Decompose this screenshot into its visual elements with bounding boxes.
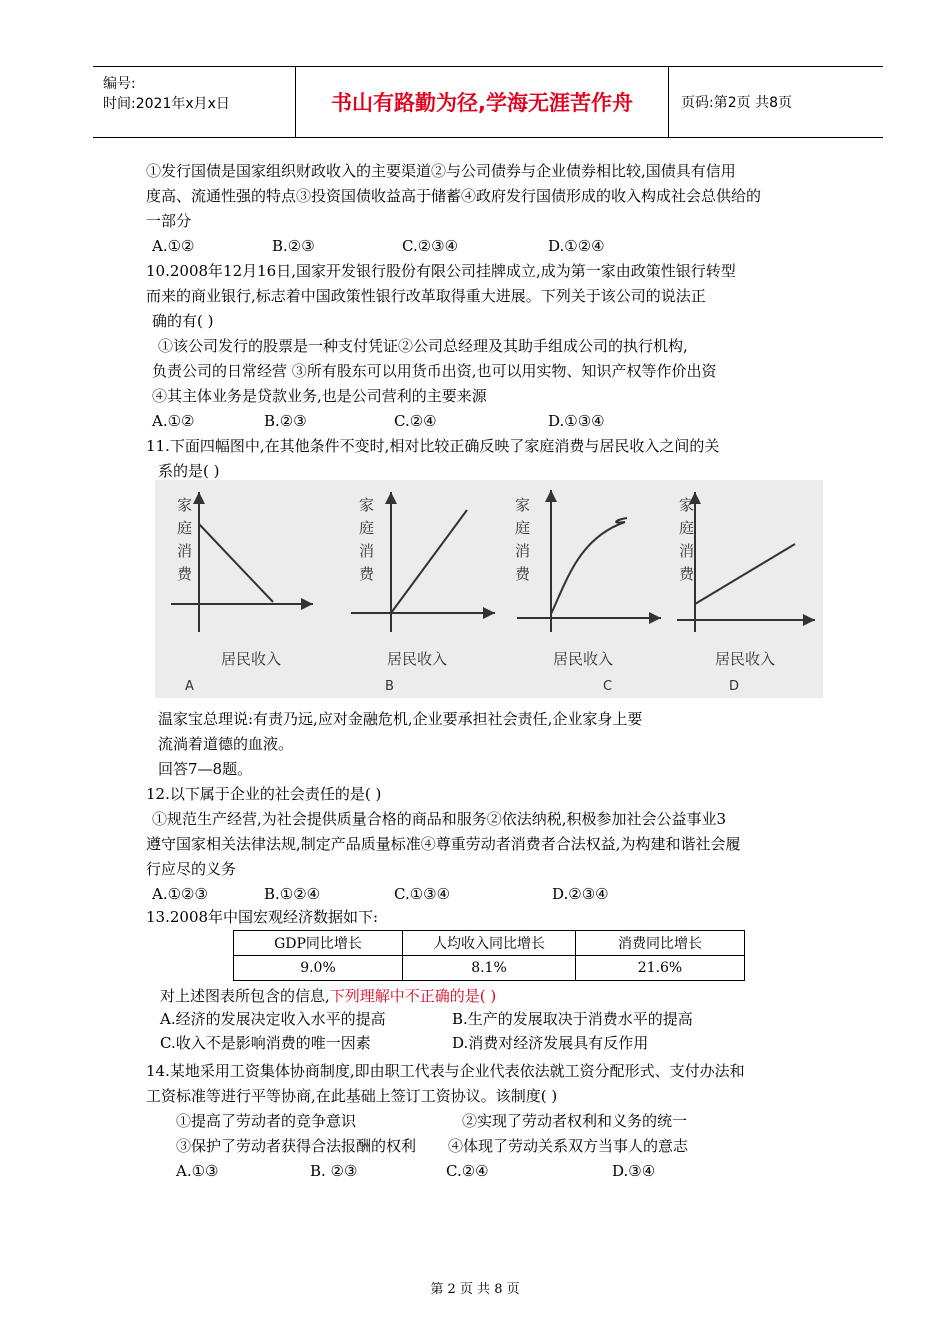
y-label-char: 费 [359, 565, 375, 583]
q12-line: ①规范生产经营,为社会提供质量合格的商品和服务②依法纳税,积极参加社会公益事业3 [152, 810, 727, 828]
q9-option: A.①② [152, 237, 195, 255]
header-meta [93, 67, 296, 137]
intro-line: 流淌着道德的血液。 [158, 735, 294, 753]
q13-option: C.收入不是影响消费的唯一因素 [160, 1034, 371, 1052]
y-label-char: 消 [177, 542, 193, 560]
page-header [93, 66, 883, 138]
x-label: 居民收入 [553, 650, 614, 668]
intro-line: 温家宝总理说:有责乃远,应对金融危机,企业要承担社会责任,企业家身上要 [158, 710, 643, 728]
q10-option: A.①② [152, 412, 195, 430]
q9-option: D.①②④ [548, 237, 605, 255]
q12-line: 遵守国家相关法律法规,制定产品质量标准④尊重劳动者消费者合法权益,为构建和谐社会履 [146, 835, 741, 853]
curve-a [199, 524, 273, 602]
q14-option: A.①③ [176, 1162, 219, 1180]
q9-line: 一部分 [146, 212, 192, 230]
q13-option: A.经济的发展决定收入水平的提高 [160, 1010, 386, 1028]
table-cell: 21.6% [576, 956, 745, 981]
y-label-char: 庭 [515, 519, 531, 537]
q14-option: B. ②③ [310, 1162, 358, 1180]
q13-stem-highlight: 下列理解中不正确的是( ) [329, 987, 497, 1005]
q12-option: A.①②③ [152, 885, 208, 903]
q13-option: D.消费对经济发展具有反作用 [452, 1034, 649, 1052]
y-label-char: 消 [679, 542, 695, 560]
y-label-char: 家 [359, 496, 375, 514]
q12-line: 行应尽的义务 [146, 860, 237, 878]
table-header-row [234, 931, 745, 956]
panel-letter: D [729, 679, 740, 694]
header-page: 页码:第2页 共8页 [681, 95, 792, 111]
macro-data-table [233, 930, 745, 981]
y-label-char: 家 [679, 496, 695, 514]
q10-option: B.②③ [264, 412, 307, 430]
curve-c [551, 518, 627, 614]
q10-line: ④其主体业务是贷款业务,也是公司营利的主要来源 [152, 387, 487, 405]
curve-b [391, 510, 467, 613]
q14-option: C.②④ [446, 1162, 489, 1180]
q14-line: 14.某地采用工资集体协商制度,即由职工代表与企业代表依法就工资分配形式、支付办法和 [146, 1062, 745, 1080]
y-label-char: 家 [515, 496, 531, 514]
header-motto: 书山有路勤为径,学海无涯苦作舟 [296, 67, 669, 137]
y-label-char: 家 [177, 496, 193, 514]
table-row [234, 956, 745, 981]
panel-letter: C [603, 679, 613, 694]
page-footer: 第 2 页 共 8 页 [430, 1282, 520, 1297]
table-header-cell: GDP同比增长 [234, 931, 403, 956]
q14-item: ③保护了劳动者获得合法报酬的权利 [176, 1137, 417, 1155]
y-label-char: 消 [515, 542, 531, 560]
panel-letter: A [185, 679, 194, 694]
q14-line: 工资标准等进行平等协商,在此基础上签订工资协议。该制度( ) [146, 1087, 558, 1105]
q10-line: ①该公司发行的股票是一种支付凭证②公司总经理及其助手组成公司的执行机构, [158, 337, 688, 355]
q12-option: B.①②④ [264, 885, 321, 903]
q13-stem [160, 985, 496, 1007]
figure-svg [155, 480, 823, 698]
y-label-char: 费 [177, 565, 193, 583]
q14-item: ②实现了劳动者权利和义务的统一 [462, 1112, 688, 1130]
number-label: 编号: [103, 76, 136, 92]
q12-line: 12.以下属于企业的社会责任的是( ) [146, 785, 382, 803]
q9-option: B.②③ [272, 237, 315, 255]
q12-option: D.②③④ [552, 885, 609, 903]
q14-item: ①提高了劳动者的竞争意识 [176, 1112, 357, 1130]
table-cell: 9.0% [234, 956, 403, 981]
intro-line: 回答7—8题。 [158, 760, 253, 778]
q11-line: 11.下面四幅图中,在其他条件不变时,相对比较正确反映了家庭消费与居民收入之间的关 [146, 437, 720, 455]
q13-option: B.生产的发展取决于消费水平的提高 [452, 1010, 693, 1028]
panel-letter: B [385, 679, 394, 694]
y-label-char: 费 [515, 565, 531, 583]
table-header-cell: 消费同比增长 [576, 931, 745, 956]
q10-option: D.①③④ [548, 412, 605, 430]
q10-line: 确的有( ) [152, 312, 214, 330]
x-label: 居民收入 [221, 650, 282, 668]
consumption-income-figure [155, 480, 823, 698]
table-cell: 8.1% [403, 956, 576, 981]
y-label-char: 庭 [177, 519, 193, 537]
x-label: 居民收入 [715, 650, 776, 668]
q12-option: C.①③④ [394, 885, 451, 903]
table-header-cell: 人均收入同比增长 [403, 931, 576, 956]
q9-option: C.②③④ [402, 237, 459, 255]
q13-title: 13.2008年中国宏观经济数据如下: [146, 908, 379, 926]
curve-d [695, 544, 795, 604]
q9-line: 度高、流通性强的特点③投资国债收益高于储蓄④政府发行国债形成的收入构成社会总供给的 [146, 187, 762, 205]
q13-stem-text: 对上述图表所包含的信息, [160, 987, 330, 1005]
q9-line: ①发行国债是国家组织财政收入的主要渠道②与公司债券与企业债券相比较,国债具有信用 [146, 162, 736, 180]
time-label: 时间:2021年x月x日 [103, 96, 230, 112]
q10-option: C.②④ [394, 412, 437, 430]
y-label-char: 消 [359, 542, 375, 560]
y-label-char: 庭 [679, 519, 695, 537]
x-label: 居民收入 [387, 650, 448, 668]
q14-option: D.③④ [612, 1162, 656, 1180]
q10-line: 负责公司的日常经营 ③所有股东可以用货币出资,也可以用实物、知识产权等作价出资 [152, 362, 717, 380]
q14-item: ④体现了劳动关系双方当事人的意志 [448, 1137, 689, 1155]
q11-line: 系的是( ) [158, 462, 220, 480]
q10-line: 10.2008年12月16日,国家开发银行股份有限公司挂牌成立,成为第一家由政策性银行转型 [146, 262, 736, 280]
y-label-char: 庭 [359, 519, 375, 537]
q10-line: 而来的商业银行,标志着中国政策性银行改革取得重大进展。下列关于该公司的说法正 [146, 287, 706, 305]
y-label-char: 费 [679, 565, 695, 583]
